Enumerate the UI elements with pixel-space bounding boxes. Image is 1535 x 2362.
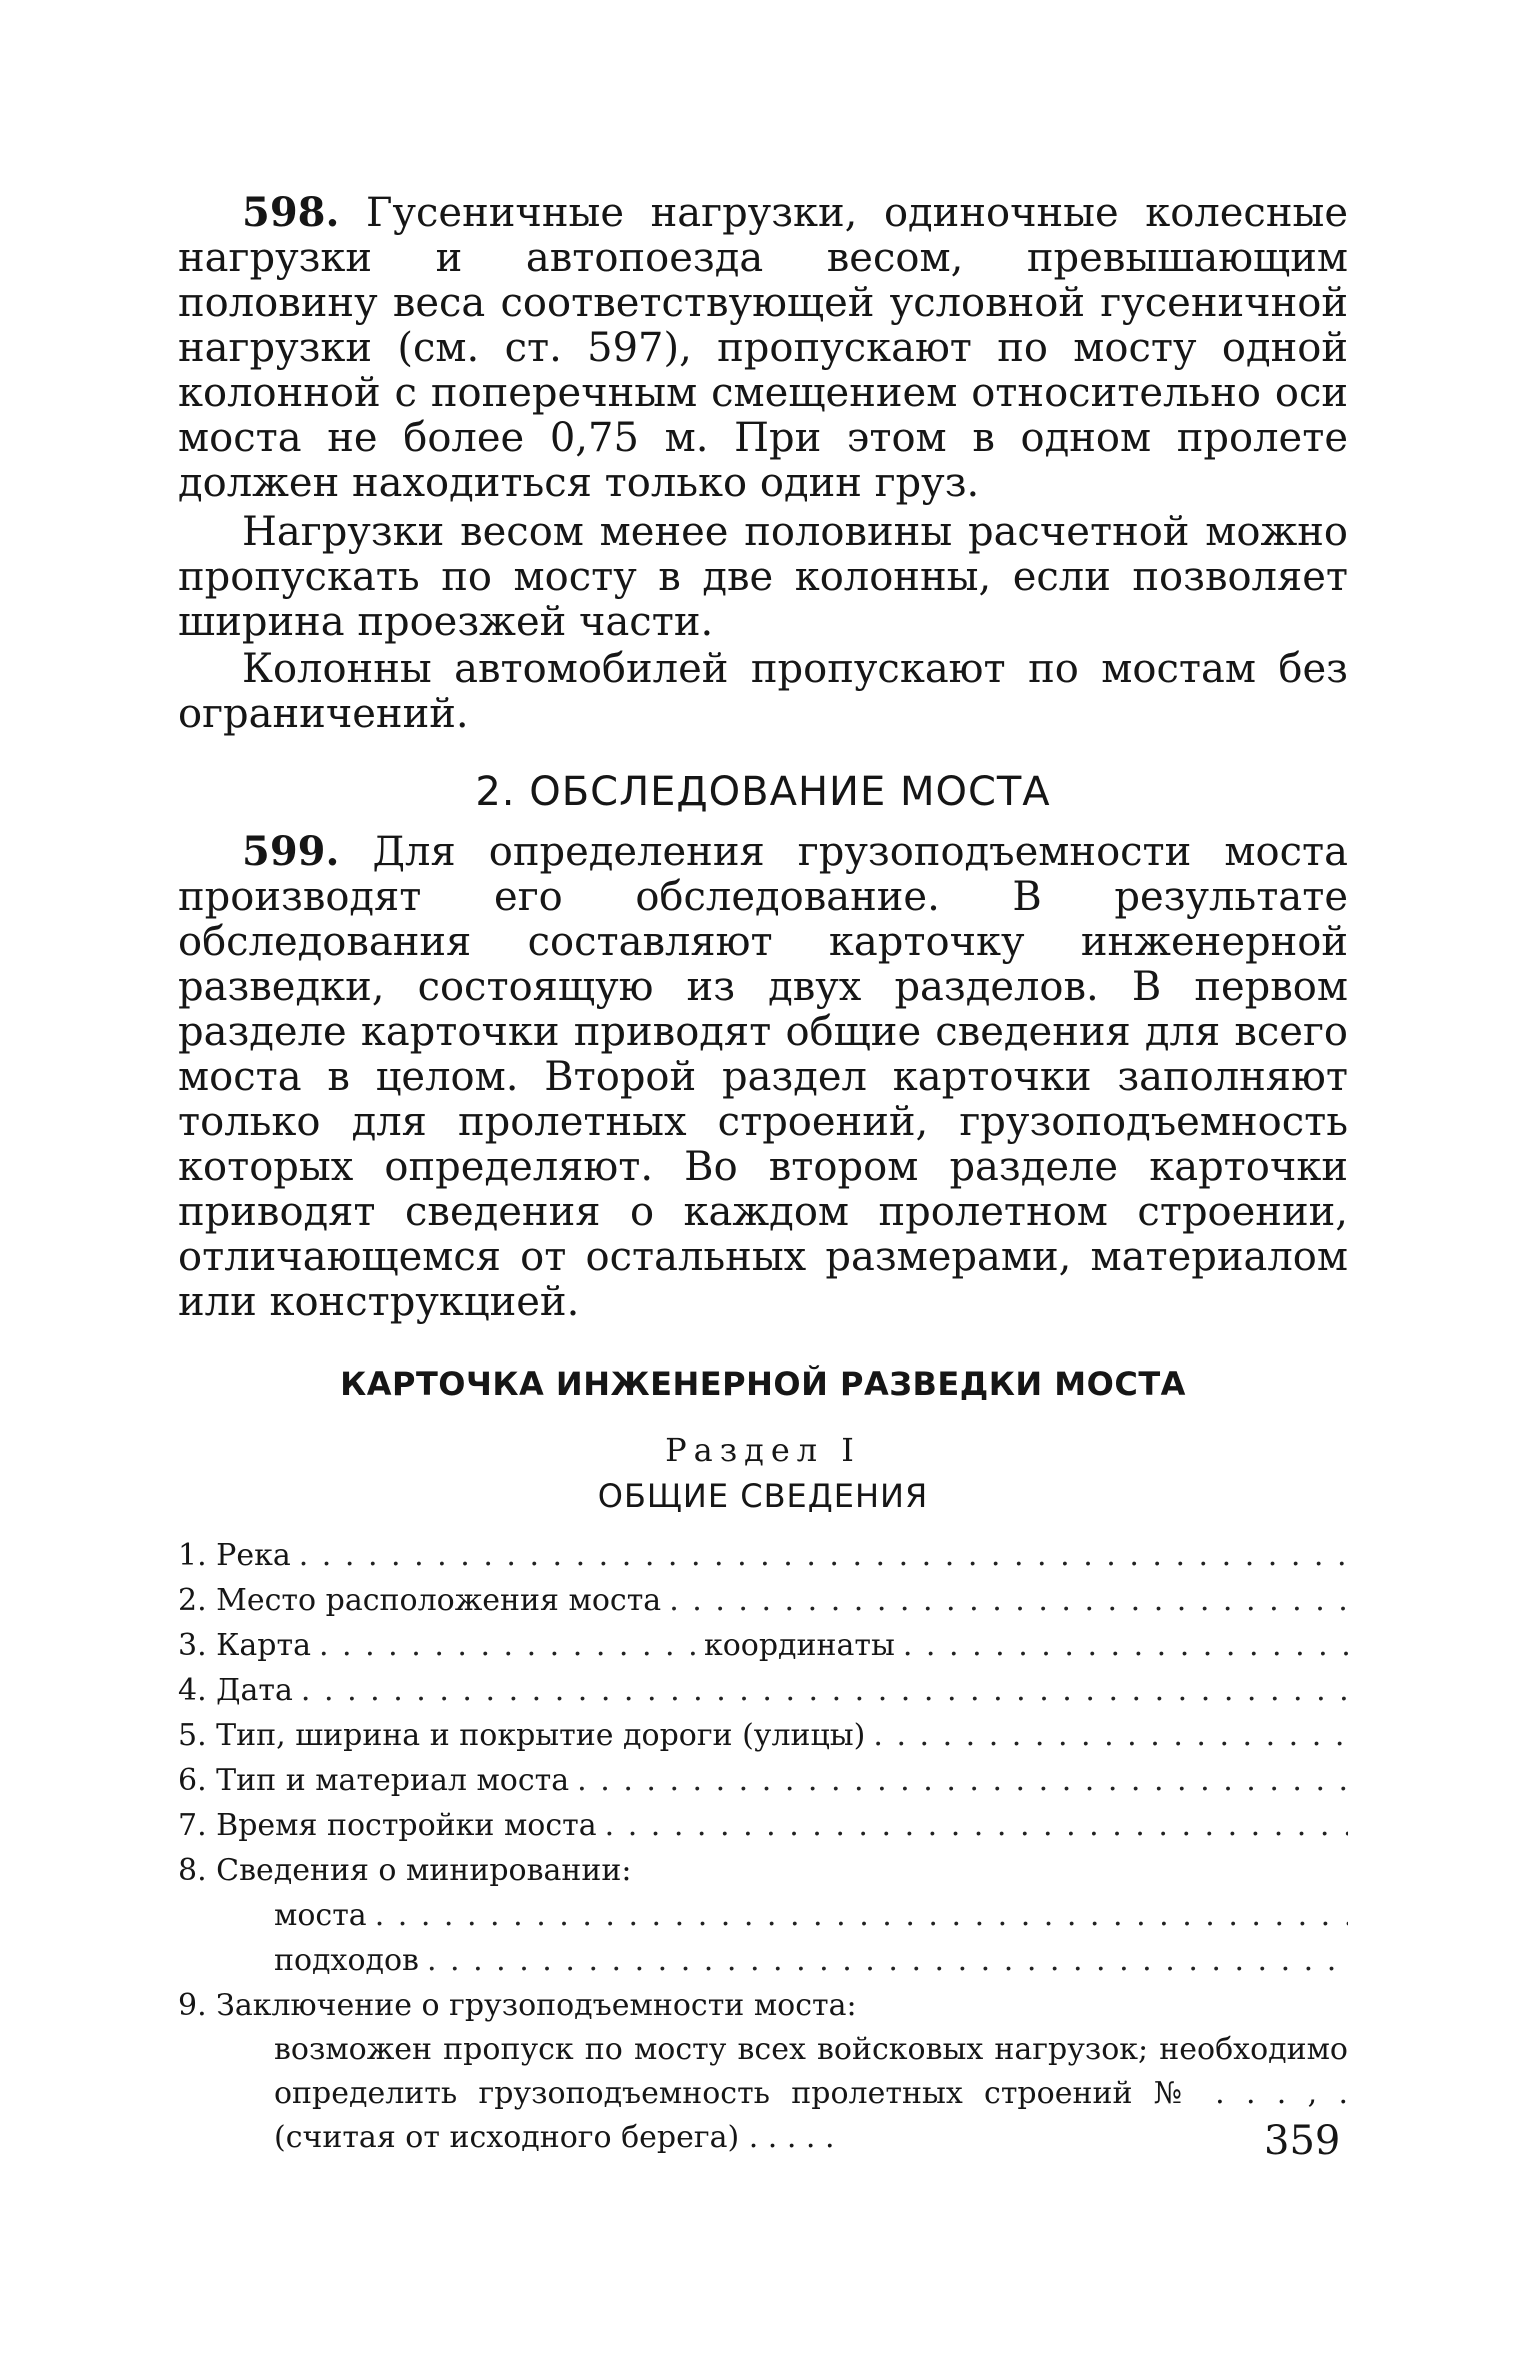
form-label: моста (274, 1898, 367, 1933)
section-title: 2. ОБСЛЕДОВАНИЕ МОСТА (475, 769, 1051, 815)
form-label: 3. Карта (178, 1628, 311, 1663)
form-row-bridge-type (178, 1758, 1348, 1803)
page-number: 359 (1264, 2118, 1341, 2164)
form-label: 2. Место расположения моста (178, 1583, 662, 1618)
dot-leader (299, 1533, 1348, 1578)
card-section-label: Раздел I (665, 1431, 861, 1469)
form-row-date (178, 1668, 1348, 1713)
paragraph-light-loads: Нагрузки весом менее половины расчетной можно пропускать по мосту в две колонны, если позволяет ширина проезжей части. (178, 509, 1348, 645)
dot-leader (873, 1713, 1348, 1758)
form-row-road (178, 1713, 1348, 1758)
form-row-map (178, 1623, 1348, 1668)
dot-leader (375, 1893, 1348, 1938)
paragraph-number: 599. (242, 828, 340, 875)
form-label: 4. Дата (178, 1673, 293, 1708)
dot-leader (319, 1623, 704, 1668)
form-row-river (178, 1533, 1348, 1578)
dot-leader (605, 1803, 1348, 1848)
form-row-mining-approaches (178, 1938, 1348, 1983)
form-label: 5. Тип, ширина и покрытие дороги (улицы) (178, 1718, 866, 1753)
form-label: подходов (274, 1943, 419, 1978)
dot-leader (577, 1758, 1348, 1803)
page-content (178, 190, 1348, 2160)
paragraph-text: Для определения грузоподъемности моста производят его обследование. В результате обследования составляют карточку инженерной разведки, состоящую из двух разделов. В первом разделе карточки приводят общие сведения для всего моста в целом. Второй раздел карточки заполняют только для пролетных строений, грузоподъемность которых определяют. Во втором разделе карточки приводят сведения о каждом пролетном строении, отличающемся от остальных размерами, материалом или конструкцией. (178, 829, 1349, 1325)
form-row-mining-bridge (178, 1893, 1348, 1938)
dot-leader (301, 1668, 1348, 1713)
card-section-name: ОБЩИЕ СВЕДЕНИЯ (597, 1477, 929, 1515)
form-row-conclusion (178, 1983, 1348, 2028)
paragraph-text: Гусеничные нагрузки, одиночные колесные нагрузки и автопоезда весом, превышающим половину веса соответствующей условной гусеничной нагрузки (см. ст. 597), пропускают по мосту одной колонной с поперечным смещением относительно оси моста не более 0,75 м. При этом в одном пролете должен находиться только один груз. (178, 190, 1348, 506)
form-row-mining (178, 1848, 1348, 1893)
form-row-built (178, 1803, 1348, 1848)
form-label: 9. Заключение о грузоподъемности моста: (178, 1988, 857, 2023)
card-title: КАРТОЧКА ИНЖЕНЕРНОЙ РАЗВЕДКИ МОСТА (340, 1365, 1186, 1403)
form-label: 1. Река (178, 1538, 291, 1573)
conclusion-text: возможен пропуск по мосту всех войсковых нагрузок; необходимо определить грузоподъемность пролетных строений № . . . , . (считая от исходного берега) . . . . . (274, 2032, 1348, 2155)
dot-leader (903, 1623, 1348, 1668)
form-label: 6. Тип и материал моста (178, 1763, 570, 1798)
form-label: 8. Сведения о минировании: (178, 1853, 632, 1888)
paragraph-number: 598. (242, 189, 340, 236)
dot-leader (427, 1938, 1348, 1983)
dot-leader (669, 1578, 1348, 1623)
card-form (178, 1533, 1348, 2160)
form-label: 7. Время постройки моста (178, 1808, 597, 1843)
paragraph-598 (178, 190, 1348, 506)
paragraph-columns: Колонны автомобилей пропускают по мостам без ограничений. (178, 646, 1348, 737)
paragraph-599 (178, 829, 1348, 1325)
form-row-location (178, 1578, 1348, 1623)
form-label-coords: координаты (703, 1628, 895, 1663)
